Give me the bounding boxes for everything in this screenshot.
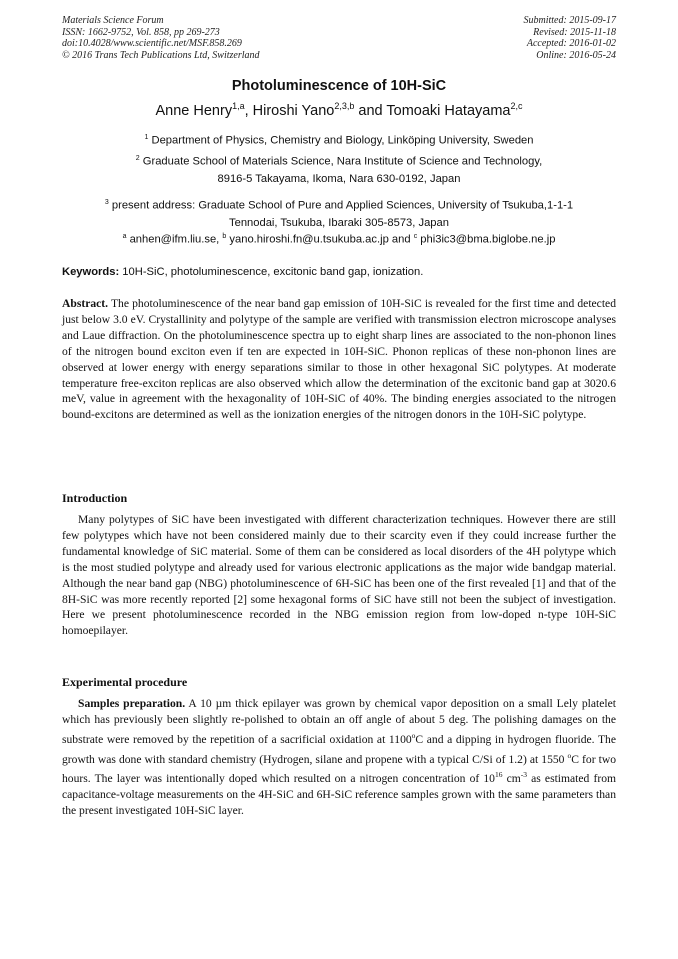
keywords	[62, 266, 616, 278]
accepted-date: Accepted: 2016-01-02	[526, 38, 616, 49]
email-text: anhen@ifm.liu.se,	[126, 233, 223, 246]
author-separator: ,	[244, 102, 253, 119]
submission-dates	[524, 15, 617, 61]
abstract-label: Abstract.	[62, 297, 109, 310]
affiliation-1	[62, 129, 616, 150]
online-date: Online: 2016-05-24	[536, 49, 616, 61]
paragraph-text: as estimated from capacitance-voltage measurements on the 4H-SiC and 6H-SiC reference samples grown with the same parameters than the present investigated 10H-SiC layer.	[62, 772, 617, 818]
author-emails	[62, 228, 616, 249]
superscript: o	[411, 730, 416, 740]
email-text: phi3ic3@bma.biglobe.ne.jp	[417, 233, 556, 246]
paragraph-text: C for two hours. The layer was intentionally doped which resulted on a nitrogen concentration of 10	[62, 752, 616, 786]
author-name: Anne Henry	[155, 102, 233, 119]
affiliation-text: present address: Graduate School of Pure and Applied Sciences, University of Tsukuba,1-1-1	[108, 199, 574, 212]
author-affiliation-mark: 2,3,b	[334, 101, 355, 111]
introduction-paragraph: Many polytypes of SiC have been investigated with different characterization techniques. However there are still few polytypes which have not been considered mainly due to their scarcity even if they could increase further the fundamental knowledge of SiC material. Some of them can be considered as local disorders of the 4H polytype which is the most studied polytype and already used for various electronic applications as the major wide bandgap material. Although the near band gap (NBG) photoluminescence of 6H-SiC has been one of the first revealed [1] and that of the 8H-SiC was more recently reported [2] some hexagonal forms of SiC have still not been the subject of investigation. Here we present photoluminescence recorded in the NBG emission region from low-doped n-type 10H-SiC homoepilayer.	[62, 513, 616, 638]
superscript: 16	[494, 770, 503, 780]
affiliation-text: 8916-5 Takayama, Ikoma, Nara 630-0192, Japan	[217, 172, 461, 185]
author-list	[0, 101, 678, 119]
doi-line: doi:10.4028/www.scientific.net/MSF.858.269	[62, 38, 242, 49]
affiliation-text: Tennodai, Tsukuba, Ibaraki 305-8573, Japan	[229, 216, 449, 229]
keywords-text: 10H-SiC, photoluminescence, excitonic band gap, ionization.	[119, 266, 424, 278]
copyright-line: © 2016 Trans Tech Publications Ltd, Switzerland	[62, 49, 260, 61]
paragraph-text: cm	[502, 772, 521, 786]
section-heading-introduction: Introduction	[62, 491, 128, 505]
keywords-label: Keywords:	[62, 266, 120, 278]
author-name: Tomoaki Hatayama	[386, 102, 511, 119]
section-heading-experimental: Experimental procedure	[62, 675, 188, 689]
affiliation-3	[62, 194, 616, 232]
email-mark: c	[413, 233, 418, 240]
paragraph-text: C and a dipping in hydrogen fluoride. The growth was done with standard chemistry (Hydrogen, silane and propene with a typical C/Si of 1.2) at 1550	[62, 732, 616, 766]
email-mark: b	[222, 233, 227, 240]
subsection-label: Samples preparation.	[78, 697, 186, 710]
author-separator: and	[354, 102, 387, 119]
abstract	[62, 296, 616, 423]
superscript: o	[567, 750, 572, 760]
author-name: Hiroshi Yano	[252, 102, 335, 119]
issn-line: ISSN: 1662-9752, Vol. 858, pp 269-273	[62, 26, 220, 38]
abstract-text: The photoluminescence of the near band gap emission of 10H-SiC is revealed for the first time and detected just below 3.0 eV. Crystallinity and polytype of the sample are verified with transmission electron microscope analyses and Laue diffraction. On the photoluminescence spectra up to eight sharp lines are associated to the non-phonon lines of the nitrogen bound exciton even if ten are expected in 10H-SiC. Phonon replicas of these non-phonon lines are observed at lower energy with energy separations similar to those in other hexagonal SiC polytypes. At moderate temperature free-exciton replicas are also observed which allow the determination of the excitonic band gap at 3020.6 meV, value in agreement with the hexagonality of 10H-SiC of 40%. The binding energies associated to the nitrogen bound-excitons are determined as well as the ionization energies of the nitrogen donors in the 10H-SiC polytype.	[62, 297, 616, 422]
submitted-date: Submitted: 2015-09-17	[523, 15, 616, 26]
experimental-paragraph	[62, 696, 616, 819]
revised-date: Revised: 2015-11-18	[533, 26, 616, 38]
author-affiliation-mark: 1,a	[232, 101, 245, 111]
paper-title: Photoluminescence of 10H-SiC	[231, 78, 447, 94]
email-mark: a	[122, 233, 127, 240]
affiliation-mark: 1	[144, 134, 149, 141]
affiliation-mark: 3	[104, 199, 109, 206]
affiliation-2	[62, 150, 616, 188]
email-text: yano.hiroshi.fn@u.tsukuba.ac.jp and	[226, 233, 414, 246]
journal-info	[62, 15, 260, 61]
affiliation-mark: 2	[135, 155, 140, 162]
author-affiliation-mark: 2,c	[510, 101, 523, 111]
journal-name: Materials Science Forum	[62, 15, 164, 26]
affiliation-text: Graduate School of Materials Science, Nara Institute of Science and Technology,	[139, 155, 543, 168]
paragraph-text: A 10 µm thick epilayer was grown by chemical vapor deposition on a small Lely platelet which has previously been slightly re-polished to obtain an off angle of about 5 deg. The polishing damages on the substrate were removed by the repetition of a sacrificial oxidation at 1100	[62, 697, 616, 746]
affiliation-text: Department of Physics, Chemistry and Biology, Linköping University, Sweden	[148, 134, 534, 147]
superscript: -3	[520, 770, 528, 780]
